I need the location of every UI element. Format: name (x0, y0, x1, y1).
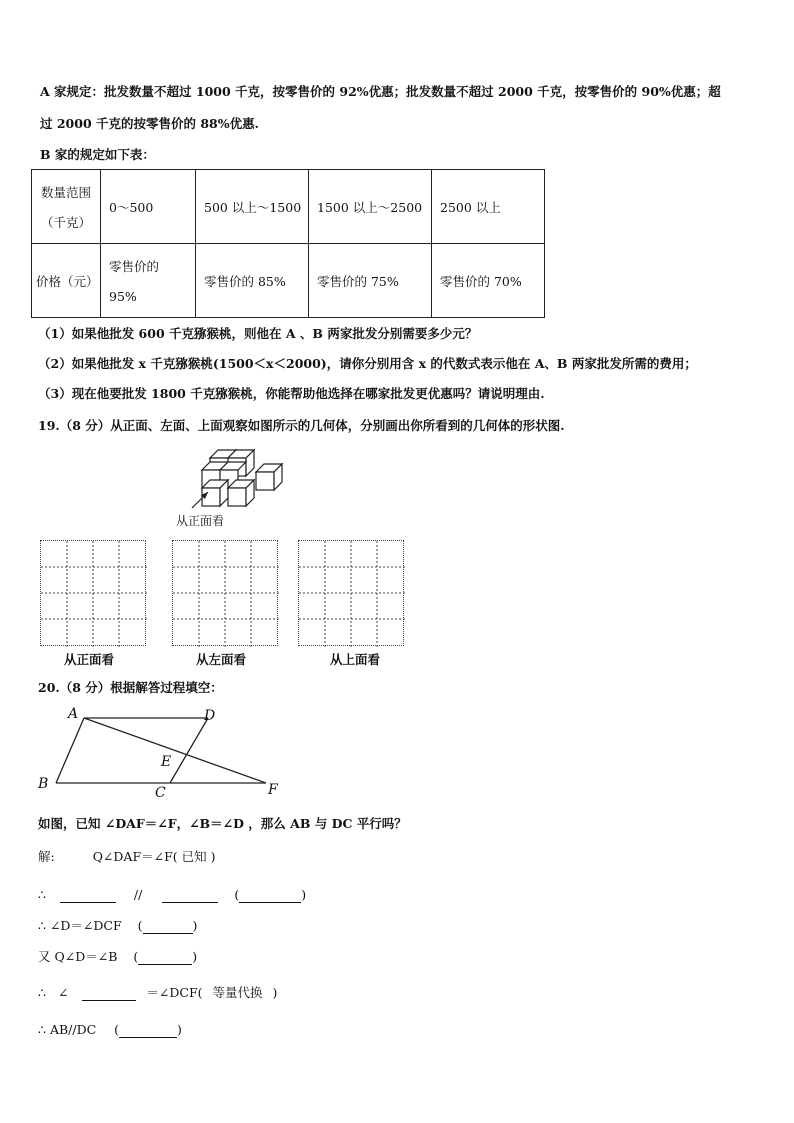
q19-title: 19.（8 分）从正面、左面、上面观察如图所示的几何体，分别画出你所看到的几何体的形状图. (38, 418, 565, 433)
left-view-grid (172, 540, 278, 646)
cube-solid-figure (188, 446, 298, 512)
point-f-label: F (268, 782, 278, 798)
q18-part2: （2）如果他批发 x 千克猕猴桃(1500＜x＜2000)，请你分别用含 x 的代数式表示他在 A、B 两家批发所需的费用； (38, 356, 697, 371)
q20-title: 20.（8 分）根据解答过程填空： (38, 680, 223, 695)
top-view-caption: 从上面看 (330, 652, 381, 667)
answer-blank[interactable] (82, 986, 136, 1001)
point-b-label: B (38, 776, 49, 792)
price-cell: 零售价的 75% (309, 244, 432, 318)
range-cell: 2500 以上 (432, 170, 545, 244)
point-a-label: A (68, 706, 79, 722)
reason-blank[interactable] (143, 919, 193, 934)
solution-line2: ∴ // ( ) (38, 887, 307, 902)
reason-blank[interactable] (119, 1023, 177, 1038)
point-d-label: D (204, 708, 216, 724)
parallelogram-figure (34, 702, 294, 804)
point-e-label: E (161, 754, 172, 770)
solution-line4: 又 Q∠D＝∠B ( ) (38, 949, 198, 964)
table-header-cell: 数量范围 （千克） (32, 170, 101, 244)
solution-line6: ∴ AB//DC ( ) (38, 1022, 182, 1037)
rule-b-intro: B 家的规定如下表： (40, 147, 155, 162)
answer-blank[interactable] (162, 888, 218, 903)
price-cell: 零售价的 85% (196, 244, 309, 318)
q20-question: 如图，已知 ∠DAF＝∠F，∠B＝∠D ，那么 AB 与 DC 平行吗？ (38, 816, 407, 831)
q18-part3: （3）现在他要批发 1800 千克猕猴桃，你能帮助他选择在哪家批发更优惠吗？请说明理由. (38, 386, 545, 401)
range-cell: 1500 以上～2500 (309, 170, 432, 244)
range-cell: 0～500 (101, 170, 196, 244)
solution-line3: ∴ ∠D＝∠DCF ( ) (38, 918, 198, 933)
price-cell: 零售价的 95% (101, 244, 196, 318)
rule-a-line2: 过 2000 千克的按零售价的 88%优惠. (40, 116, 259, 131)
reason-blank[interactable] (138, 950, 192, 965)
range-cell: 500 以上～1500 (196, 170, 309, 244)
price-label-cell: 价格（元） (32, 244, 101, 318)
reason-blank[interactable] (239, 888, 301, 903)
b-price-table (31, 169, 545, 318)
solution-line1: 解: Q∠DAF＝∠F( 已知 ) (38, 849, 216, 864)
q18-part1: （1）如果他批发 600 千克猕猴桃，则他在 A 、B 两家批发分别需要多少元？ (38, 326, 478, 341)
top-view-grid (298, 540, 404, 646)
front-view-caption: 从正面看 (64, 652, 115, 667)
left-view-caption: 从左面看 (196, 652, 247, 667)
answer-blank[interactable] (60, 888, 116, 903)
segment-ab (56, 718, 84, 783)
point-c-label: C (155, 785, 166, 801)
price-cell: 零售价的 70% (432, 244, 545, 318)
rule-a-line1: A 家规定：批发数量不超过 1000 千克，按零售价的 92%优惠；批发数量不超过 2000 千克，按零售价的 90%优惠；超 (40, 84, 721, 99)
front-view-grid (40, 540, 146, 646)
solution-line5: ∴ ∠ ＝∠DCF( 等量代换 ) (38, 985, 278, 1000)
figure-caption: 从正面看 (176, 514, 225, 528)
